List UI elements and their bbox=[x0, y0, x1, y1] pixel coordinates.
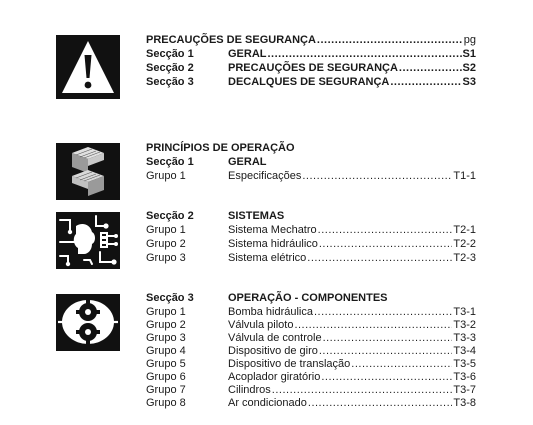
group-label: Grupo 1 bbox=[146, 306, 186, 318]
leader-dots bbox=[318, 224, 453, 237]
leader-dots bbox=[319, 238, 453, 251]
leader-dots bbox=[272, 384, 453, 397]
page-number: T3-1 bbox=[453, 306, 476, 318]
page-number: T2-3 bbox=[453, 252, 476, 264]
toc-entry[interactable] bbox=[146, 397, 476, 410]
toc-entry[interactable] bbox=[146, 238, 476, 251]
page-number: T2-2 bbox=[453, 238, 476, 250]
cube-s-icon bbox=[56, 143, 120, 200]
group-label: Grupo 3 bbox=[146, 252, 186, 264]
section-label: Secção 3 bbox=[146, 76, 194, 88]
page-number: T3-5 bbox=[453, 358, 476, 370]
group-label: Grupo 7 bbox=[146, 384, 186, 396]
toc-entry[interactable] bbox=[146, 332, 476, 345]
toc-entry[interactable] bbox=[146, 319, 476, 332]
leader-dots bbox=[323, 332, 453, 345]
section-label: Secção 3 bbox=[146, 292, 194, 304]
group-label: Grupo 3 bbox=[146, 332, 186, 344]
toc-entry[interactable] bbox=[146, 48, 476, 61]
page-number: T1-1 bbox=[453, 170, 476, 182]
entry-title: Válvula piloto bbox=[228, 319, 294, 331]
entry-title: Acoplador giratório bbox=[228, 371, 321, 383]
entry-title: DECALQUES DE SEGURANÇA bbox=[228, 76, 390, 88]
section-label: Secção 1 bbox=[146, 156, 194, 168]
leader-dots bbox=[308, 397, 452, 410]
section-title: OPERAÇÃO - COMPONENTES bbox=[228, 292, 388, 304]
leader-dots bbox=[321, 371, 452, 384]
toc-entry[interactable] bbox=[146, 62, 476, 75]
leader-dots bbox=[351, 358, 452, 371]
warning-icon bbox=[56, 35, 120, 99]
group-label: Grupo 8 bbox=[146, 397, 186, 409]
page-number: S3 bbox=[462, 76, 476, 88]
page-column-label: pg bbox=[463, 34, 476, 46]
leader-dots bbox=[399, 62, 462, 75]
circuit-icon bbox=[56, 212, 120, 269]
section-heading bbox=[146, 210, 476, 223]
entry-title: Dispositivo de translação bbox=[228, 358, 351, 370]
section-title: GERAL bbox=[228, 156, 267, 168]
entry-title: Especificações bbox=[228, 170, 302, 182]
group-label: Grupo 2 bbox=[146, 319, 186, 331]
gear-pump-icon bbox=[56, 294, 120, 351]
section-label: Secção 2 bbox=[146, 210, 194, 222]
page-number: T3-4 bbox=[453, 345, 476, 357]
page-number: T2-1 bbox=[453, 224, 476, 236]
group-label: Grupo 4 bbox=[146, 345, 186, 357]
page-number: T3-7 bbox=[453, 384, 476, 396]
entry-title: Sistema elétrico bbox=[228, 252, 307, 264]
page-number: S2 bbox=[462, 62, 476, 74]
leader-dots bbox=[319, 345, 453, 358]
toc-entry[interactable] bbox=[146, 224, 476, 237]
entry-title: Ar condicionado bbox=[228, 397, 307, 409]
toc-entry[interactable] bbox=[146, 384, 476, 397]
entry-title: Bomba hidráulica bbox=[228, 306, 313, 318]
leader-dots bbox=[314, 306, 452, 319]
leader-dots bbox=[294, 319, 452, 332]
entry-title: Válvula de controle bbox=[228, 332, 322, 344]
section-label: Secção 1 bbox=[146, 48, 194, 60]
page-number: T3-8 bbox=[453, 397, 476, 409]
leader-dots bbox=[268, 48, 462, 61]
toc-entry[interactable] bbox=[146, 306, 476, 319]
section-label: Secção 2 bbox=[146, 62, 194, 74]
section-title: SISTEMAS bbox=[228, 210, 285, 222]
safety-heading-row bbox=[146, 34, 476, 47]
toc-entry[interactable] bbox=[146, 345, 476, 358]
entry-title: PRECAUÇÕES DE SEGURANÇA bbox=[228, 62, 398, 74]
leader-dots bbox=[317, 34, 463, 47]
entry-title: Sistema Mechatro bbox=[228, 224, 317, 236]
group-label: Grupo 1 bbox=[146, 224, 186, 236]
group-label: Grupo 6 bbox=[146, 371, 186, 383]
group-label: Grupo 1 bbox=[146, 170, 186, 182]
toc-entry[interactable] bbox=[146, 252, 476, 265]
group-label: Grupo 5 bbox=[146, 358, 186, 370]
page-number: S1 bbox=[462, 48, 476, 60]
toc-entry[interactable] bbox=[146, 170, 476, 183]
leader-dots bbox=[307, 252, 452, 265]
entry-title: GERAL bbox=[228, 48, 267, 60]
page-number: T3-6 bbox=[453, 371, 476, 383]
section-heading bbox=[146, 156, 476, 169]
entry-title: Cilindros bbox=[228, 384, 271, 396]
toc-entry[interactable] bbox=[146, 371, 476, 384]
section-heading bbox=[146, 292, 476, 305]
entry-title: Dispositivo de giro bbox=[228, 345, 318, 357]
leader-dots bbox=[390, 76, 461, 89]
principles-title: PRINCÍPIOS DE OPERAÇÃO bbox=[146, 142, 295, 154]
page-number: T3-3 bbox=[453, 332, 476, 344]
toc-entry[interactable] bbox=[146, 358, 476, 371]
leader-dots bbox=[302, 170, 452, 183]
page-number: T3-2 bbox=[453, 319, 476, 331]
safety-title: PRECAUÇÕES DE SEGURANÇA bbox=[146, 34, 316, 46]
group-label: Grupo 2 bbox=[146, 238, 186, 250]
toc-entry[interactable] bbox=[146, 76, 476, 89]
entry-title: Sistema hidráulico bbox=[228, 238, 318, 250]
